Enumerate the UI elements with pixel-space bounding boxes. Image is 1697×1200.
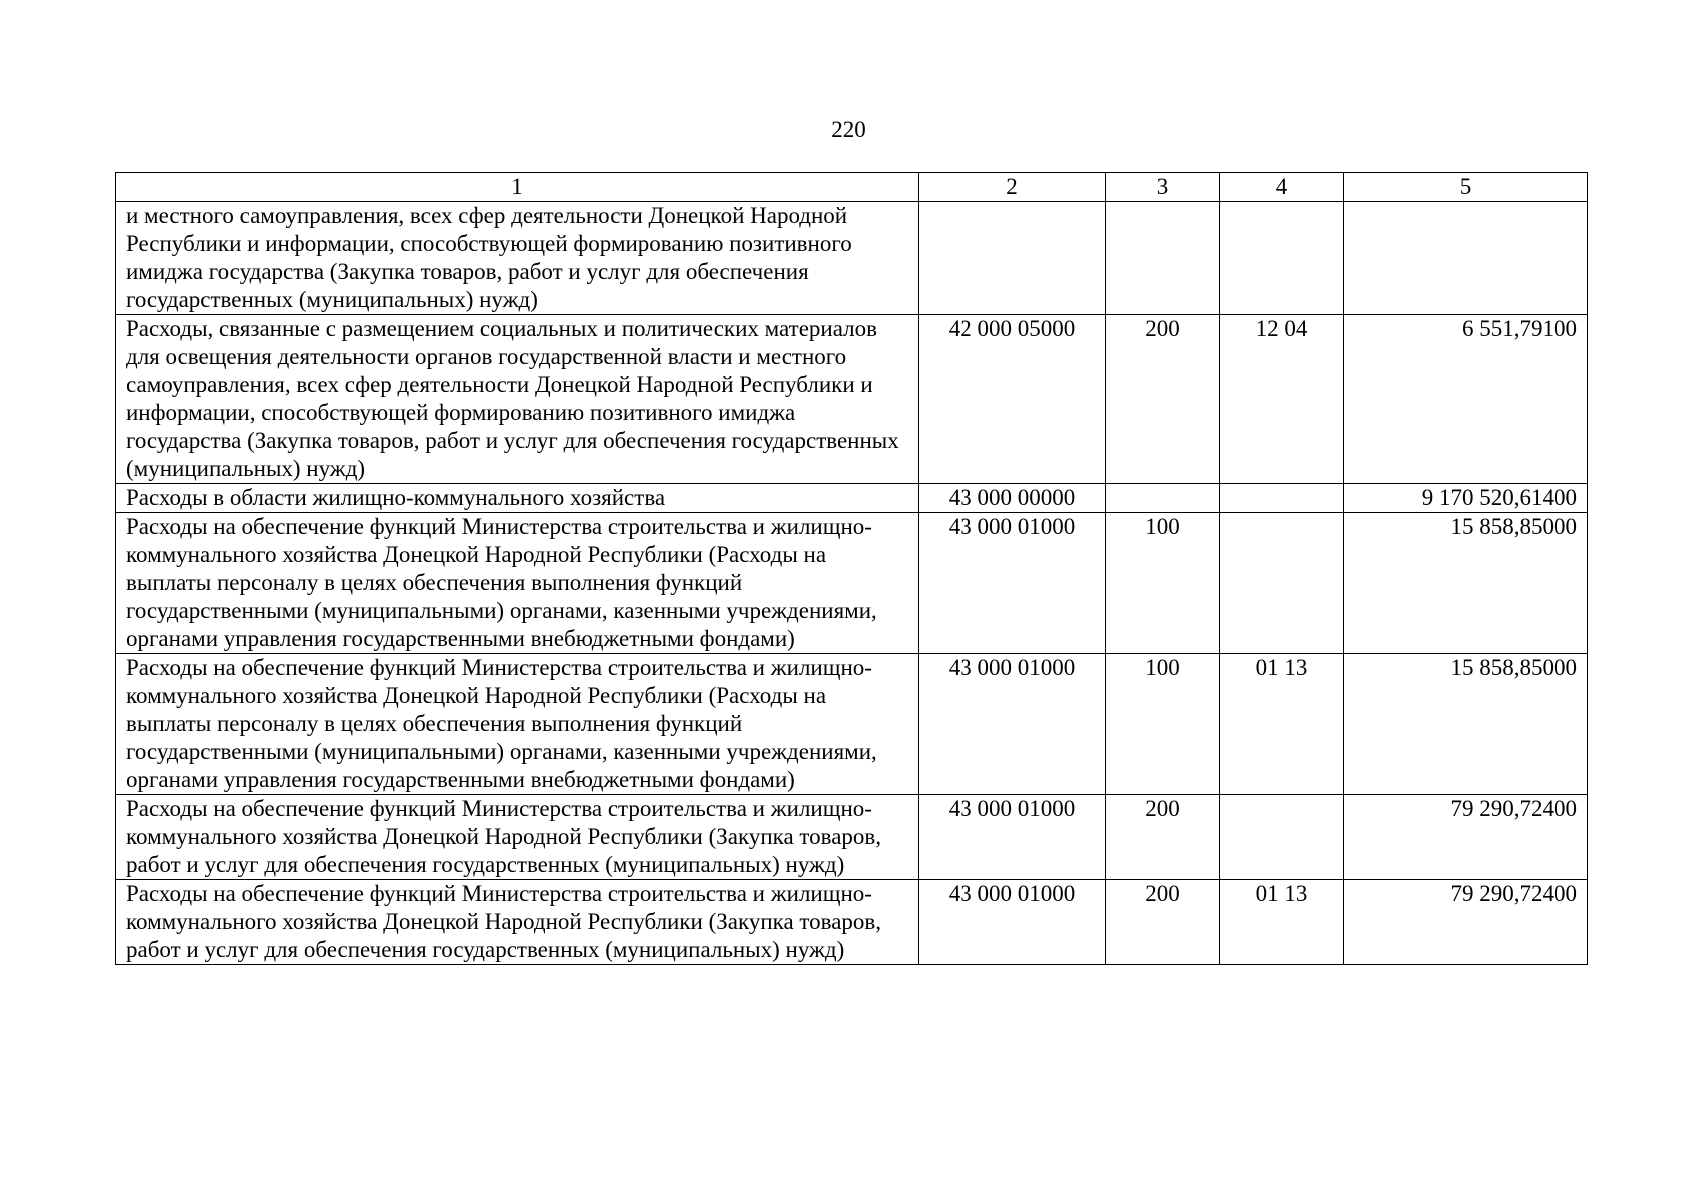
- row-amount: 6 551,79100: [1344, 315, 1588, 484]
- row-target-code: 42 000 05000: [919, 315, 1106, 484]
- row-expense-type: 100: [1106, 654, 1220, 795]
- row-description: и местного самоуправления, всех сфер деятельности Донецкой Народной Республики и информации, способствующей формированию позитивного имиджа государства (Закупка товаров, работ и услуг для обеспечения государственных (муниципальных) нужд): [116, 202, 919, 315]
- column-header-3: 3: [1106, 173, 1220, 202]
- column-header-1: 1: [116, 173, 919, 202]
- row-description: Расходы в области жилищно-коммунального хозяйства: [116, 484, 919, 513]
- page-number: 220: [831, 117, 866, 142]
- row-amount: 79 290,72400: [1344, 795, 1588, 880]
- row-amount: [1344, 202, 1588, 315]
- row-amount: 15 858,85000: [1344, 654, 1588, 795]
- row-description: Расходы, связанные с размещением социальных и политических материалов для освещения деятельности органов государственной власти и местного самоуправления, всех сфер деятельности Донецкой Народной Республики и информации, способствующей формированию позитивного имиджа государства (Закупка товаров, работ и услуг для обеспечения государственных (муниципальных) нужд): [116, 315, 919, 484]
- row-target-code: 43 000 01000: [919, 880, 1106, 965]
- table-row: [116, 654, 1588, 795]
- row-target-code: 43 000 00000: [919, 484, 1106, 513]
- row-expense-type: [1106, 202, 1220, 315]
- row-amount: 9 170 520,61400: [1344, 484, 1588, 513]
- row-expense-type: 200: [1106, 315, 1220, 484]
- row-section: 01 13: [1220, 654, 1344, 795]
- row-description: Расходы на обеспечение функций Министерства строительства и жилищно-коммунального хозяйства Донецкой Народной Республики (Расходы на выплаты персоналу в целях обеспечения выполнения функций государственными (муниципальными) органами, казенными учреждениями, органами управления государственными внебюджетными фондами): [116, 513, 919, 654]
- table-row: [116, 315, 1588, 484]
- row-expense-type: 100: [1106, 513, 1220, 654]
- row-section: [1220, 484, 1344, 513]
- row-amount: 79 290,72400: [1344, 880, 1588, 965]
- table-header-row: [116, 173, 1588, 202]
- row-description: Расходы на обеспечение функций Министерства строительства и жилищно-коммунального хозяйства Донецкой Народной Республики (Расходы на выплаты персоналу в целях обеспечения выполнения функций государственными (муниципальными) органами, казенными учреждениями, органами управления государственными внебюджетными фондами): [116, 654, 919, 795]
- column-header-4: 4: [1220, 173, 1344, 202]
- row-target-code: 43 000 01000: [919, 513, 1106, 654]
- row-expense-type: 200: [1106, 880, 1220, 965]
- row-description: Расходы на обеспечение функций Министерства строительства и жилищно-коммунального хозяйства Донецкой Народной Республики (Закупка товаров, работ и услуг для обеспечения государственных (муниципальных) нужд): [116, 880, 919, 965]
- row-section: [1220, 202, 1344, 315]
- row-target-code: [919, 202, 1106, 315]
- column-header-5: 5: [1344, 173, 1588, 202]
- row-target-code: 43 000 01000: [919, 654, 1106, 795]
- table-row: [116, 880, 1588, 965]
- row-target-code: 43 000 01000: [919, 795, 1106, 880]
- row-section: [1220, 795, 1344, 880]
- row-expense-type: 200: [1106, 795, 1220, 880]
- row-section: [1220, 513, 1344, 654]
- row-section: 01 13: [1220, 880, 1344, 965]
- row-amount: 15 858,85000: [1344, 513, 1588, 654]
- table-row: [116, 202, 1588, 315]
- table-row: [116, 795, 1588, 880]
- table-row: [116, 484, 1588, 513]
- table-row: [116, 513, 1588, 654]
- budget-table: [115, 172, 1588, 965]
- row-section: 12 04: [1220, 315, 1344, 484]
- column-header-2: 2: [919, 173, 1106, 202]
- row-expense-type: [1106, 484, 1220, 513]
- row-description: Расходы на обеспечение функций Министерства строительства и жилищно-коммунального хозяйства Донецкой Народной Республики (Закупка товаров, работ и услуг для обеспечения государственных (муниципальных) нужд): [116, 795, 919, 880]
